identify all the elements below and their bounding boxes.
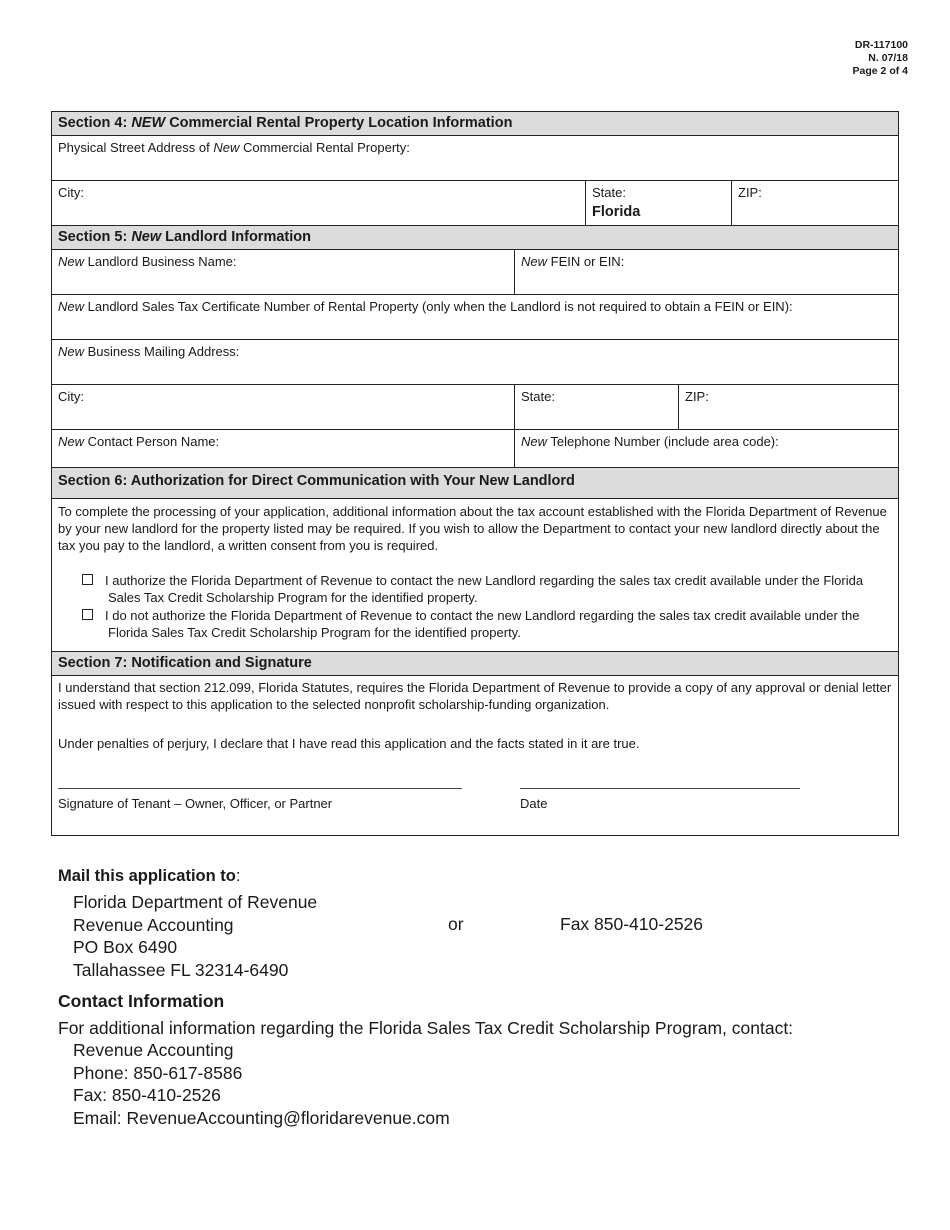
- perjury-statement: Under penalties of perjury, I declare that I have read this application and the facts stated in it are true.: [58, 736, 640, 751]
- form-revision: N. 07/18: [868, 52, 908, 64]
- mail-address: [73, 891, 317, 981]
- section-5-header: Section 5: New Landlord Information: [52, 226, 898, 250]
- landlord-sales-tax-label: New Landlord Sales Tax Certificate Number of Rental Property (only when the Landlord is not required to obtain a FEIN or EIN):: [58, 299, 793, 314]
- mail-fax: Fax 850-410-2526: [560, 914, 704, 934]
- section-4-header: Section 4: NEW Commercial Rental Property Location Information: [52, 112, 898, 136]
- mail-or: or: [448, 914, 464, 934]
- contact-heading: Contact Information: [58, 991, 225, 1011]
- landlord-name-fein-row: [52, 250, 898, 295]
- landlord-mailing-address-field[interactable]: [52, 340, 898, 385]
- signature-label: Signature of Tenant – Owner, Officer, or Partner: [58, 796, 333, 811]
- landlord-business-name-field[interactable]: New Landlord Business Name:: [58, 254, 237, 269]
- signature-line[interactable]: [58, 788, 462, 789]
- street-address-field[interactable]: [52, 136, 898, 181]
- application-form: [51, 111, 899, 836]
- contact-phone: Phone: 850-617-8586: [73, 1062, 243, 1083]
- section-7-notice: I understand that section 212.099, Florida Statutes, requires the Florida Department of Revenue to provide a copy of any approval or denial letter issued with respect to this application to the selected nonprofit scholarship-funding organization.: [58, 680, 892, 712]
- location-state-value: Florida: [592, 204, 641, 220]
- form-identifier: [853, 39, 908, 78]
- location-zip-field[interactable]: ZIP:: [731, 181, 898, 225]
- not-authorize-option-text: I do not authorize the Florida Department of Revenue to contact the new Landlord regarding the sales tax credit available under the Florida Sales Tax Credit Scholarship Program for the identified property.: [105, 608, 860, 640]
- contact-intro: For additional information regarding the Florida Sales Tax Credit Scholarship Program, contact:: [58, 1018, 794, 1038]
- mail-address-line: Tallahassee FL 32314-6490: [73, 959, 289, 980]
- contact-fax: Fax: 850-410-2526: [73, 1085, 221, 1105]
- form-number: DR-117100: [854, 39, 908, 51]
- date-label: Date: [520, 796, 548, 811]
- location-state-field: State: Florida: [585, 181, 731, 225]
- mail-address-line: Revenue Accounting: [73, 914, 234, 935]
- contact-line: Revenue Accounting: [73, 1040, 234, 1060]
- street-address-label: Physical Street Address of New Commercial Rental Property:: [58, 140, 410, 155]
- landlord-zip-field[interactable]: ZIP:: [678, 385, 898, 429]
- contact-details: [73, 1039, 450, 1129]
- authorize-option-text: I authorize the Florida Department of Revenue to contact the new Landlord regarding the sales tax credit available under the Florida Sales Tax Credit Scholarship Program for the identified property.: [105, 573, 864, 605]
- landlord-city-field[interactable]: City:: [58, 389, 84, 404]
- location-city-field[interactable]: City:: [58, 185, 84, 200]
- landlord-contact-name-field[interactable]: New Contact Person Name:: [58, 434, 220, 449]
- landlord-contact-row: [52, 430, 898, 468]
- page-number: Page 2 of 4: [852, 65, 908, 77]
- landlord-city-state-zip-row: [52, 385, 898, 430]
- authorize-checkbox[interactable]: [82, 574, 93, 585]
- landlord-mailing-address-label: New Business Mailing Address:: [58, 344, 240, 359]
- contact-email: Email: RevenueAccounting@floridarevenue.com: [73, 1107, 450, 1128]
- section-6-body: To complete the processing of your application, additional information about the tax account established with the Florida Department of Revenue by your new landlord for the property listed may be required. If you wish to allow the Department to contact your new landlord directly about the tax you pay to the landlord, a written consent from you is required.: [58, 504, 887, 553]
- landlord-state-field[interactable]: State:: [514, 385, 678, 429]
- section-7-header: Section 7: Notification and Signature: [52, 651, 898, 676]
- mail-address-line: Florida Department of Revenue: [73, 892, 318, 912]
- landlord-fein-field[interactable]: New FEIN or EIN:: [514, 250, 898, 294]
- landlord-telephone-field[interactable]: New Telephone Number (include area code):: [514, 430, 898, 468]
- authorize-option[interactable]: [82, 572, 882, 606]
- section-6-header: Section 6: Authorization for Direct Communication with Your New Landlord: [52, 467, 898, 499]
- not-authorize-checkbox[interactable]: [82, 609, 93, 620]
- mail-address-line: PO Box 6490: [73, 937, 178, 957]
- landlord-sales-tax-field[interactable]: [52, 295, 898, 340]
- not-authorize-option[interactable]: [82, 607, 882, 641]
- location-city-state-zip-row: [52, 181, 898, 226]
- mail-heading: Mail this application to:: [58, 867, 241, 885]
- date-line[interactable]: [520, 788, 800, 789]
